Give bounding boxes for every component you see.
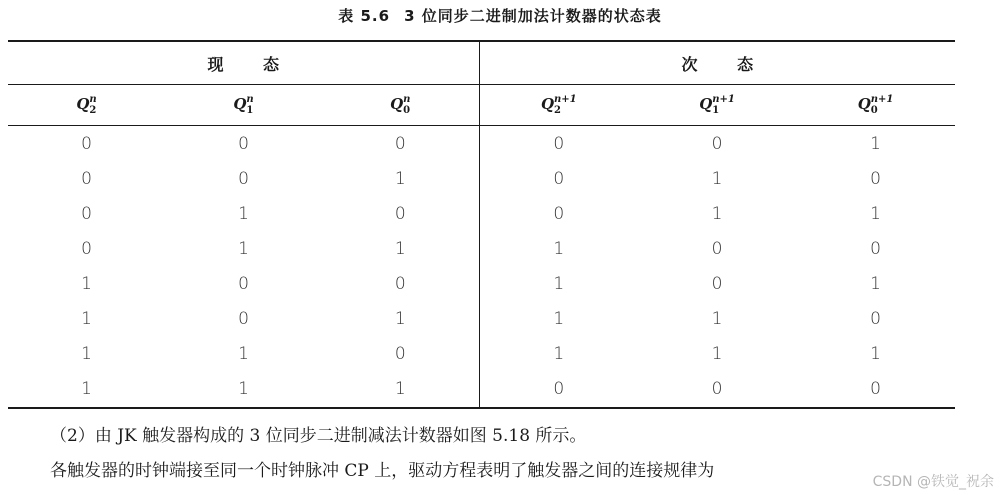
table-title: 3 位同步二进制加法计数器的状态表 <box>404 7 662 25</box>
table-cell: 0 <box>870 308 881 329</box>
table-cell: 1 <box>553 343 565 364</box>
present-state-group <box>8 41 479 85</box>
header-subscript: 1 <box>712 105 720 116</box>
table-cell: 1 <box>81 343 92 364</box>
table-body <box>8 126 955 409</box>
table-cell: 1 <box>870 273 881 294</box>
present-state-label: 现 态 <box>207 54 280 74</box>
table-cell: 0 <box>711 133 723 154</box>
table-cell: 1 <box>322 231 479 266</box>
table-cell: 1 <box>81 273 92 294</box>
table-row <box>8 231 955 266</box>
header-variable: Q <box>857 95 871 113</box>
table-cell: 1 <box>711 168 723 189</box>
table-cell: 1 <box>711 308 723 329</box>
header-variable: Q <box>699 95 713 113</box>
table-row <box>8 266 955 301</box>
header-subscript: 2 <box>89 105 97 116</box>
table-cell: 0 <box>322 336 479 371</box>
column-header <box>638 85 796 126</box>
table-cell: 0 <box>238 168 249 189</box>
table-row <box>8 196 955 231</box>
column-header <box>8 85 165 126</box>
table-cell: 1 <box>238 238 249 259</box>
table-cell: 1 <box>711 343 723 364</box>
table-cell: 0 <box>322 126 479 162</box>
table-cell: 1 <box>711 203 723 224</box>
table-row <box>8 336 955 371</box>
table-cell: 0 <box>81 203 92 224</box>
table-cell: 0 <box>322 266 479 301</box>
header-subscript: 0 <box>870 105 878 116</box>
table-cell: 0 <box>322 196 479 231</box>
header-variable: Q <box>540 95 555 113</box>
table-row <box>8 371 955 408</box>
table-cell: 1 <box>553 308 565 329</box>
watermark: CSDN @铁觉_祝余 <box>872 474 994 490</box>
paragraph-2: 各触发器的时钟端接至同一个时钟脉冲 CP 上，驱动方程表明了触发器之间的连接规律为 <box>50 461 715 481</box>
table-cell: 1 <box>81 308 92 329</box>
table-cell: 1 <box>322 301 479 336</box>
table-cell: 1 <box>553 238 565 259</box>
header-superscript: n <box>89 94 97 105</box>
table-cell: 0 <box>711 238 723 259</box>
column-header <box>322 85 479 126</box>
table-cell: 0 <box>870 168 881 189</box>
header-variable: Q <box>390 95 404 113</box>
table-cell: 1 <box>238 343 249 364</box>
table-cell: 0 <box>870 238 881 259</box>
table-cell: 0 <box>238 308 249 329</box>
header-variable: Q <box>233 95 247 113</box>
table-cell: 0 <box>553 168 565 189</box>
column-header <box>796 85 955 126</box>
paragraph-1: （2）由 JK 触发器构成的 3 位同步二进制减法计数器如图 5.18 所示。 <box>50 426 587 446</box>
table-cell: 1 <box>8 371 165 408</box>
header-variable: Q <box>76 95 90 113</box>
table-cell: 0 <box>238 133 249 154</box>
table-cell: 0 <box>81 238 92 259</box>
table-cell: 1 <box>870 203 881 224</box>
table-cell: 0 <box>81 133 92 154</box>
next-state-group <box>479 41 955 85</box>
table-row <box>8 126 955 162</box>
header-superscript: n+1 <box>712 94 735 105</box>
table-cell: 0 <box>479 371 638 408</box>
table-caption <box>0 6 1000 26</box>
group-header-row <box>8 41 955 85</box>
table-row <box>8 161 955 196</box>
table-cell: 1 <box>870 343 881 364</box>
table-cell: 1 <box>553 273 565 294</box>
table-cell: 1 <box>322 371 479 408</box>
header-subscript: 2 <box>554 105 561 116</box>
table-cell: 0 <box>711 273 723 294</box>
header-superscript: n+1 <box>870 94 894 105</box>
table-cell: 0 <box>553 133 565 154</box>
table-cell: 1 <box>870 133 881 154</box>
header-subscript: 0 <box>403 105 411 116</box>
table-cell: 0 <box>81 168 92 189</box>
table-cell: 0 <box>796 371 955 408</box>
header-superscript: n <box>246 94 254 105</box>
table-number: 表 5.6 <box>338 7 391 25</box>
column-header-row <box>8 85 955 126</box>
table-cell: 1 <box>322 161 479 196</box>
header-subscript: 1 <box>246 105 254 116</box>
header-superscript: n <box>403 94 411 105</box>
table-cell: 0 <box>638 371 796 408</box>
header-superscript: n+1 <box>554 94 577 105</box>
table-cell: 0 <box>553 203 565 224</box>
table-cell: 1 <box>238 203 249 224</box>
next-state-label: 次 态 <box>681 54 754 74</box>
table-cell: 0 <box>238 273 249 294</box>
table-row <box>8 301 955 336</box>
state-table <box>8 40 955 409</box>
column-header <box>479 85 638 126</box>
column-header <box>165 85 322 126</box>
table-cell: 1 <box>165 371 322 408</box>
